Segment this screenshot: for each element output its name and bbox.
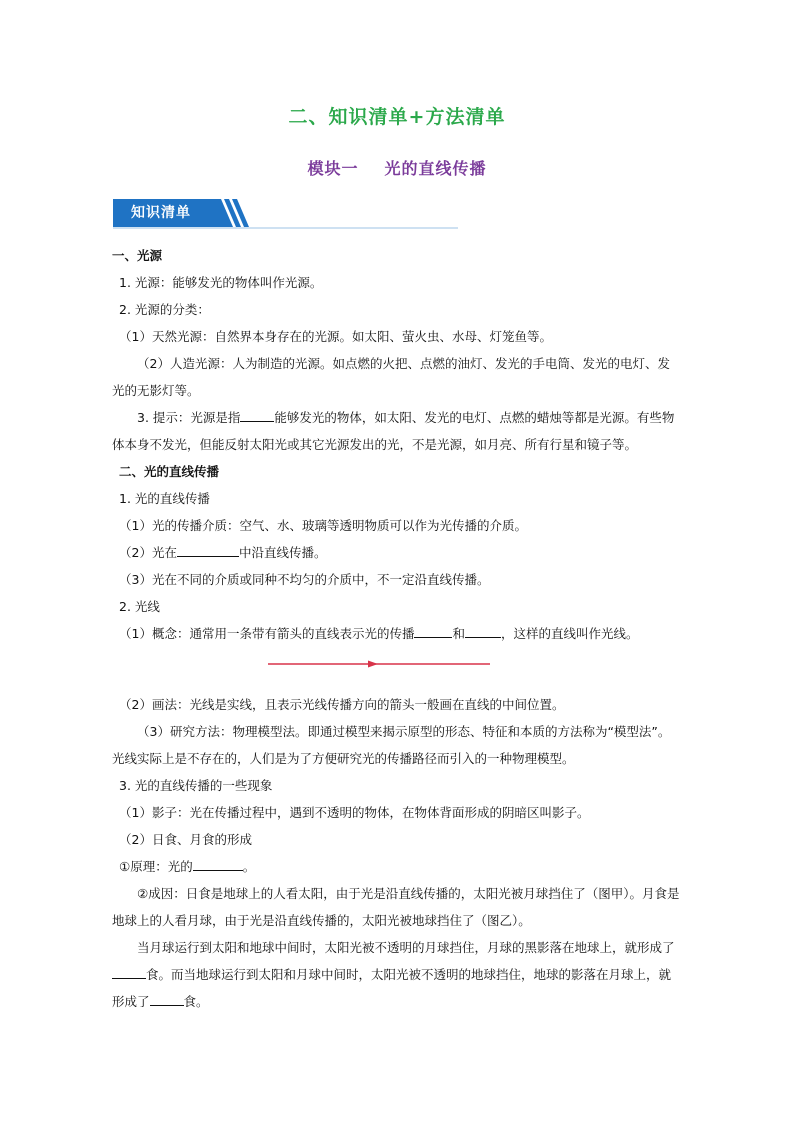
text-span: 食。 [183,994,209,1009]
text-line: 1. 光的直线传播 [119,491,210,506]
text-line [112,853,682,880]
module-title [0,156,794,179]
fill-blank [414,623,452,638]
text-line: （1）影子：光在传播过程中，遇到不透明的物体，在物体背面形成的阴暗区叫影子。 [119,805,590,820]
content [112,242,682,1015]
text-span: 食。而当地球运行到太阳和月球中间时，太阳光被不透明的地球挡住，地球的影落在月球上，就形成了 [112,967,672,1009]
text-line: 3. 光的直线传播的一些现象 [119,778,273,793]
text-paragraph: （3）研究方法：物理模型法。即通过模型来揭示原型的形态、特征和本质的方法称为“模型法”。光线实际上是不存在的，人们是为了方便研究光的传播路径而引入的一种物理模型。 [112,724,671,766]
text-span: ①原理：光的 [119,859,193,874]
text-span: 能够发光的物体，如太阳、发光的电灯、点燃的蜡烛等都是光源。有些物体本身不发光，但能反射太阳光或其它光源发出的光，不是光源，如月亮、所有行星和镜子等。 [112,410,675,452]
text-span: ，这样的直线叫作光线。 [500,626,639,641]
text-line [112,620,682,647]
fill-blank [150,991,184,1006]
text-line: （2）画法：光线是实线，且表示光线传播方向的箭头一般画在直线的中间位置。 [119,697,565,712]
text-span: （2）光在 [119,545,177,560]
text-line: （1）天然光源：自然界本身存在的光源。如太阳、萤火虫、水母、灯笼鱼等。 [119,329,552,344]
light-ray-arrow [268,658,490,672]
fill-blank [240,407,274,422]
text-line: （2）日食、月食的形成 [119,832,252,847]
heading-rectilinear-propagation: 二、光的直线传播 [119,464,220,479]
fill-blank [112,964,146,979]
text-line: （1）光的传播介质：空气、水、玻璃等透明物质可以作为光传播的介质。 [119,518,527,533]
page-title: 二、知识清单+方法清单 [288,106,506,128]
text-span: （1）概念：通常用一条带有箭头的直线表示光的传播 [119,626,415,641]
module-label: 模块一 [307,159,359,178]
text-span: 中沿直线传播。 [238,545,327,560]
banner-label: 知识清单 [131,205,191,221]
text-line [112,539,682,566]
text-span: 。 [242,859,256,874]
text-line: 2. 光线 [119,599,160,614]
text-span: 和 [452,626,465,641]
text-paragraph: （2）人造光源：人为制造的光源。如点燃的火把、点燃的油灯、发光的手电筒、发光的电灯、发光的无影灯等。 [112,356,670,398]
module-name: 光的直线传播 [384,159,487,178]
fill-blank [465,623,501,638]
text-line: （3）光在不同的介质或同种不均匀的介质中，不一定沿直线传播。 [119,572,490,587]
text-paragraph: ②成因：日食是地球上的人看太阳，由于光是沿直线传播的，太阳光被月球挡住了（图甲）。月食是地球上的人看月球，由于光是沿直线传播的，太阳光被地球挡住了（图乙）。 [112,886,680,928]
fill-blank [193,856,243,871]
fill-blank [177,542,239,557]
text-span: 当月球运行到太阳和地球中间时，太阳光被不透明的月球挡住，月球的黑影落在地球上，就形成了 [137,940,675,955]
text-line: 2. 光源的分类： [119,302,210,317]
text-span: 3. 提示：光源是指 [137,410,241,425]
light-ray-figure [112,647,682,691]
text-paragraph [112,934,682,1015]
text-paragraph [112,404,682,458]
text-line: 1. 光源：能够发光的物体叫作光源。 [119,275,323,290]
heading-light-source: 一、光源 [112,248,163,263]
